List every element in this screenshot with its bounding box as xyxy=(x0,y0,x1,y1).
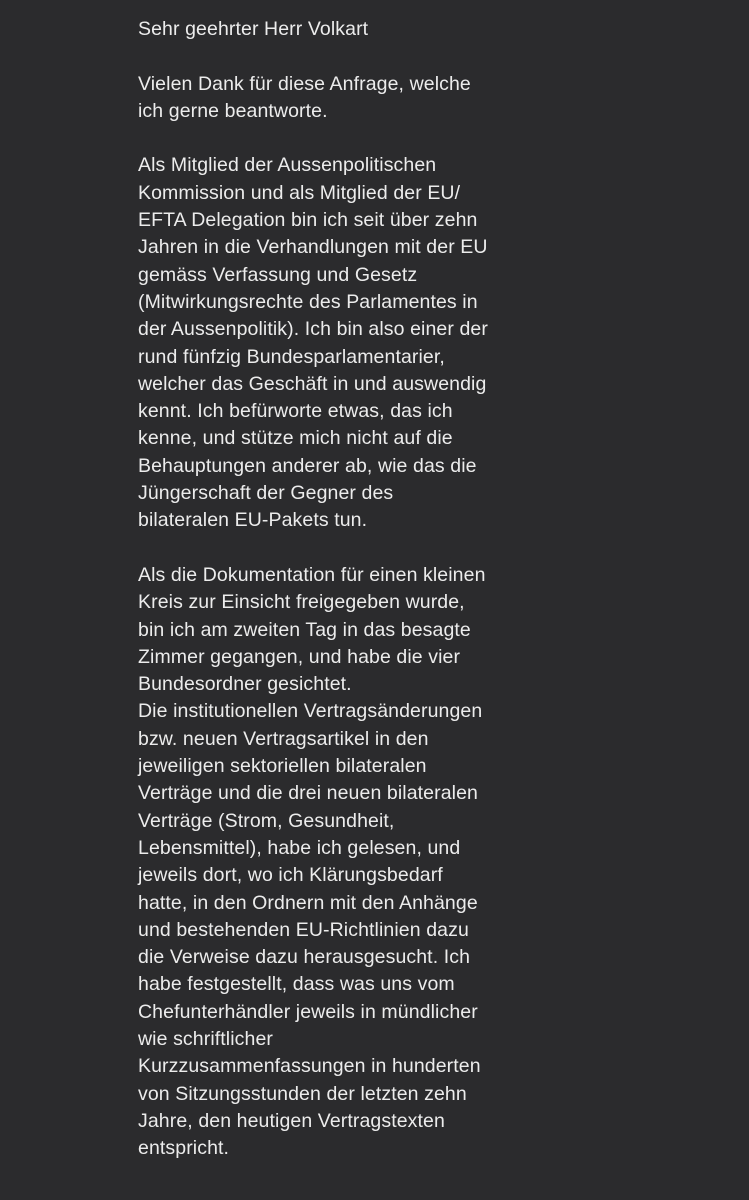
paragraph-line: hatte, in den Ordnern mit den Anhänge xyxy=(138,891,478,914)
paragraph-line: EFTA Delegation bin ich seit über zehn xyxy=(138,209,478,232)
paragraph-line: Vielen Dank für diese Anfrage, welche xyxy=(138,72,471,95)
paragraph-line: bilateralen EU-Pakets tun. xyxy=(138,509,368,532)
paragraph-line: Als Mitglied der Aussenpolitischen xyxy=(138,154,437,177)
message-paragraph xyxy=(138,152,738,534)
greeting-line: Sehr geehrter Herr Volkart xyxy=(138,18,369,40)
message-paragraphs xyxy=(138,71,738,1163)
paragraph-line: habe festgestellt, dass was uns vom xyxy=(138,973,455,996)
message-paragraph xyxy=(138,562,738,1163)
paragraph-line: Chefunterhändler jeweils in mündlicher xyxy=(138,1000,478,1023)
paragraph-line: gemäss Verfassung und Gesetz xyxy=(138,263,418,286)
paragraph-line: Kurzzusammenfassungen in hunderten xyxy=(138,1055,481,1078)
paragraph-line: Verträge und die drei neuen bilateralen xyxy=(138,782,478,805)
paragraph-line: Behauptungen anderer ab, wie das die xyxy=(138,454,477,477)
paragraph-line: bzw. neuen Vertragsartikel in den xyxy=(138,727,429,750)
message-body xyxy=(138,16,738,1162)
paragraph-line: Die institutionellen Vertragsänderungen xyxy=(138,700,483,723)
paragraph-line: Zimmer gegangen, und habe die vier xyxy=(138,645,461,668)
paragraph-line: ich gerne beantworte. xyxy=(138,99,328,122)
paragraph-line: die Verweise dazu herausgesucht. Ich xyxy=(138,946,471,969)
paragraph-line: der Aussenpolitik). Ich bin also einer der xyxy=(138,318,488,341)
paragraph-line: Lebensmittel), habe ich gelesen, und xyxy=(138,836,461,859)
paragraph-gap xyxy=(138,535,738,562)
paragraph-line: Kommission und als Mitglied der EU/ xyxy=(138,181,461,204)
paragraph-line: jeweils dort, wo ich Klärungsbedarf xyxy=(138,864,443,887)
paragraph-gap xyxy=(138,125,738,152)
paragraph-line: welcher das Geschäft in und auswendig xyxy=(138,372,487,395)
paragraph-line: Als die Dokumentation für einen kleinen xyxy=(138,563,486,586)
paragraph-line: Jüngerschaft der Gegner des xyxy=(138,482,394,505)
paragraph-line: Bundesordner gesichtet. xyxy=(138,673,352,696)
paragraph-line: entspricht. xyxy=(138,1137,230,1160)
paragraph-line: bin ich am zweiten Tag in das besagte xyxy=(138,618,471,641)
paragraph-line: jeweiligen sektoriellen bilateralen xyxy=(138,755,427,778)
paragraph-gap xyxy=(138,43,738,70)
paragraph-line: wie schriftlicher xyxy=(138,1027,273,1050)
paragraph-line: rund fünfzig Bundesparlamentarier, xyxy=(138,345,445,368)
paragraph-line: Jahre, den heutigen Vertragstexten xyxy=(138,1109,445,1132)
paragraph-line: und bestehenden EU-Richtlinien dazu xyxy=(138,918,469,941)
paragraph-line: von Sitzungsstunden der letzten zehn xyxy=(138,1082,467,1105)
paragraph-line: kenne, und stütze mich nicht auf die xyxy=(138,427,453,450)
paragraph-line: kennt. Ich befürworte etwas, das ich xyxy=(138,400,453,423)
paragraph-line: (Mitwirkungsrechte des Parlamentes in xyxy=(138,290,478,313)
message-paragraph xyxy=(138,71,738,126)
paragraph-line: Jahren in die Verhandlungen mit der EU xyxy=(138,236,488,259)
paragraph-line: Kreis zur Einsicht freigegeben wurde, xyxy=(138,591,465,614)
paragraph-line: Verträge (Strom, Gesundheit, xyxy=(138,809,395,832)
